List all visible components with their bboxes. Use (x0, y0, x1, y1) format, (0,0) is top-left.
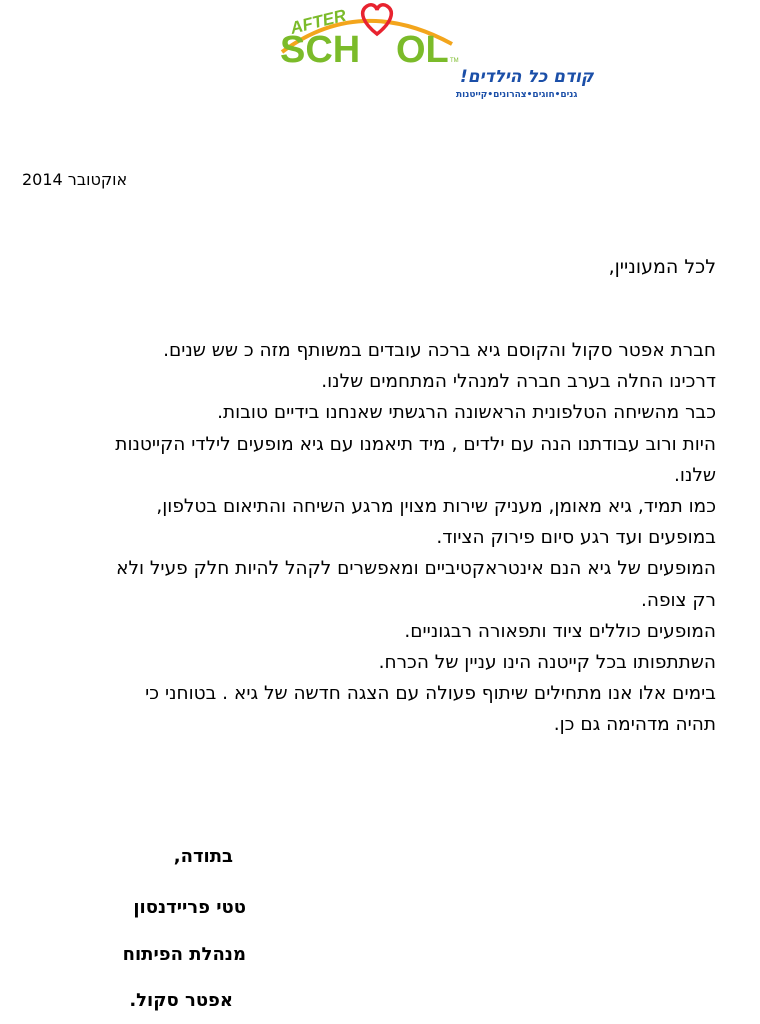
logo-tagline: קודם כל הילדים! (460, 67, 594, 87)
signature-company: אפטר סקול. (129, 990, 233, 1011)
letter-line: המופעים של גיא הנם אינטראקטיביים ומאפשרים לקהל להיות חלק פעיל ולא (116, 558, 716, 580)
letter-line: חברת אפטר סקול והקוסם גיא ברכה עובדים במשותף מזה כ שש שנים. (163, 340, 716, 361)
letter-line: כמו תמיד, גיא מאומן, מעניק שירות מצוין מרגע השיחה והתיאום בטלפון, (156, 496, 716, 518)
letter-line: בימים אלו אנו מתחילים שיתוף פעולה עם הצגה חדשה של גיא . בטוחני כי (145, 683, 716, 705)
letter-line: המופעים כוללים ציוד ותפאורה רבגוניים. (404, 620, 716, 642)
logo-tm-text: TM (450, 58, 459, 64)
letter-line: השתתפותו בכל קייטנה הינו עניין של הכרח. (378, 652, 716, 674)
letter-line: היות ורוב עבודתנו הנה עם ילדים , מיד תיאמנו עם גיא מופעים לילדי הקייטנות (115, 433, 716, 455)
signature-name: טטי פריידנסון (133, 897, 246, 918)
letter-line: כבר מהשיחה הטלפונית הראשונה הרגשתי שאנחנו בידיים טובות. (217, 402, 716, 424)
logo-sch-text: SCH (280, 29, 361, 71)
letter-line: שלנו. (674, 464, 716, 486)
signature-role: מנהלת הפיתוח (122, 944, 246, 965)
letter-date: אוקטובר 2014 (22, 170, 128, 189)
logo-subline: גנים•חוגים•צהרונים•קייטנות (456, 90, 578, 100)
logo-after-text: AFTER (288, 5, 348, 38)
letter-body (16, 335, 716, 741)
letter-line: רק צופה. (641, 589, 716, 611)
logo-ol-text: OL (396, 29, 449, 71)
letter-line: תהיה מדהימה גם כן. (553, 714, 716, 736)
after-school-logo (270, 0, 594, 100)
signature-closing: בתודה, (173, 846, 233, 867)
letter-line: דרכינו החלה בערב חברה למנהלי המתחמים שלנו. (321, 371, 716, 393)
letter-line: במופעים ועד רגע סיום פירוק הציוד. (436, 527, 716, 549)
letter-greeting: לכל המעוניין, (608, 256, 716, 278)
